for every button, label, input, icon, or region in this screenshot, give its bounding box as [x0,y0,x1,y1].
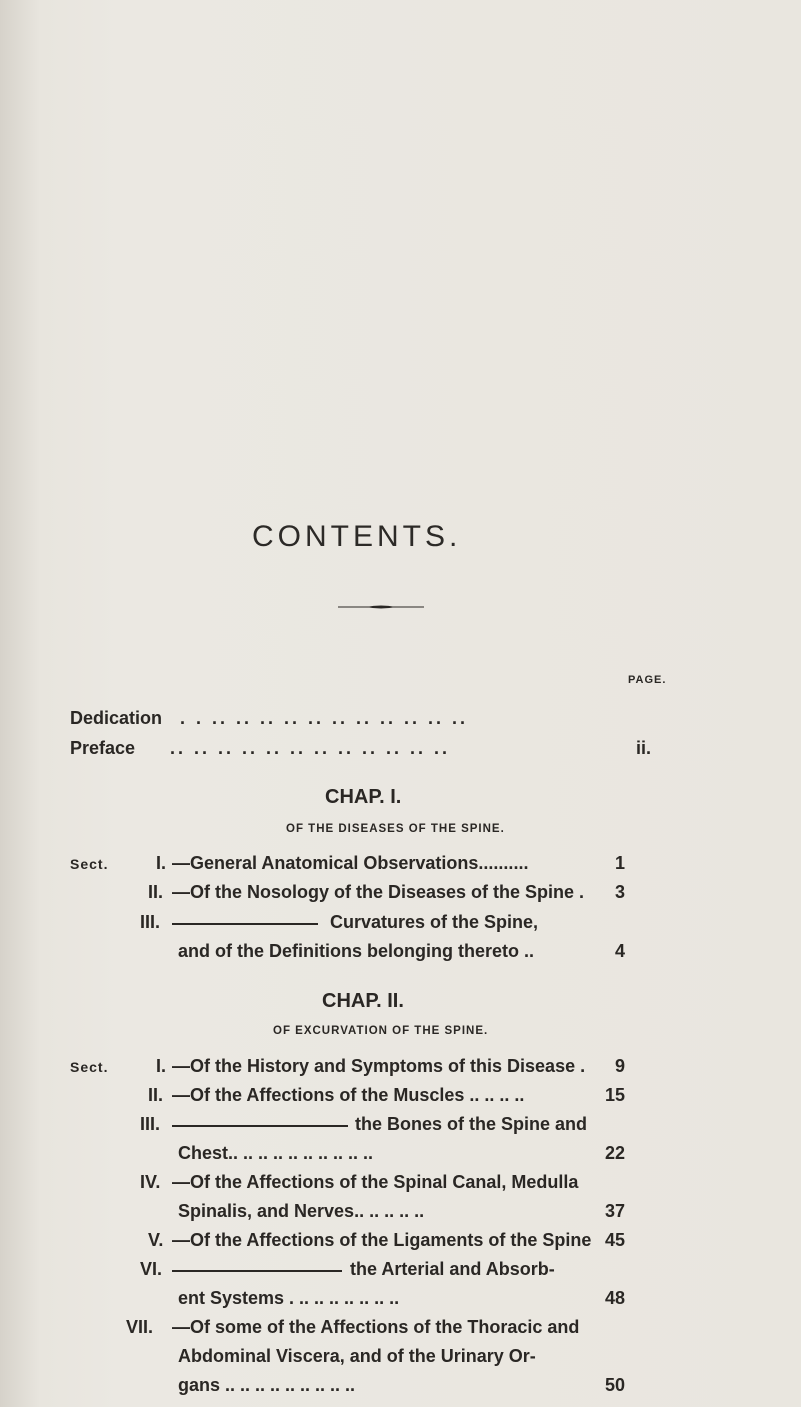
toc-section-number: II. [148,1085,164,1105]
toc-section-number: III. [140,1114,161,1134]
toc-entry-text: —Of the Affections of the Muscles .. .. .. .. [172,1085,525,1105]
toc-page-number: 3 [614,882,625,902]
toc-page-number: 48 [604,1288,625,1308]
ditto-rule [172,1125,348,1127]
toc-section-number: II. [148,882,164,902]
toc-entry-text: gans .. .. .. .. .. .. .. .. .. [178,1375,356,1395]
toc-page-number: 37 [604,1201,625,1221]
toc-page-number: 15 [604,1085,625,1105]
chapter-heading: CHAP. II. [322,990,404,1012]
toc-entry-text: —Of the Affections of the Spinal Canal, Medulla [172,1172,579,1192]
toc-entry-text: the Bones of the Spine and [355,1114,588,1134]
toc-section-number: I. [156,853,167,873]
toc-page-number: 45 [604,1230,625,1250]
toc-page-number: 50 [604,1375,625,1395]
toc-page-number: 4 [614,941,625,961]
toc-section-number: VI. [140,1259,163,1279]
toc-section-number: III. [140,912,161,932]
toc-section-number: V. [148,1230,164,1250]
ditto-rule [172,923,318,925]
toc-entry-text: —General Anatomical Observations.......... [172,853,529,873]
toc-page-number: 1 [614,853,625,873]
toc-entry-text: —Of some of the Affections of the Thoracic and [172,1317,580,1337]
section-label: Sect. [70,856,109,872]
chapter-subheading: OF THE DISEASES OF THE SPINE. [286,823,505,835]
toc-entry-text: the Arterial and Absorb- [350,1259,555,1279]
toc-leader-dots: .. .. .. .. .. .. .. .. .. .. .. .. [170,738,451,758]
toc-entry-text: ent Systems . .. .. .. .. .. .. .. [178,1288,400,1308]
ornamental-rule [338,605,424,609]
toc-leader-dots: . . .. .. .. .. .. .. .. .. .. .. .. [180,708,469,728]
toc-page-number: 22 [604,1143,625,1163]
chapter-subheading: OF EXCURVATION OF THE SPINE. [273,1025,489,1037]
toc-entry-text: —Of the History and Symptoms of this Disease . [172,1056,586,1076]
toc-entry-text: Abdominal Viscera, and of the Urinary Or- [178,1346,536,1366]
page-title: CONTENTS. [252,520,462,553]
toc-entry-text: Chest.. .. .. .. .. .. .. .. .. .. [178,1143,374,1163]
section-label: Sect. [70,1059,109,1075]
page-column-header: PAGE. [628,674,667,686]
ditto-rule [172,1270,342,1272]
toc-page-number: ii. [636,738,652,758]
chapter-heading: CHAP. I. [325,786,402,808]
toc-section-number: IV. [140,1172,161,1192]
toc-entry-text: Curvatures of the Spine, [330,912,539,932]
toc-section-number: VII. [126,1317,154,1337]
toc-entry-text: —Of the Nosology of the Diseases of the Spine . [172,882,585,902]
toc-section-number: I. [156,1056,167,1076]
toc-label-preface: Preface [70,738,136,758]
toc-entry-text: and of the Definitions belonging thereto .. [178,941,534,961]
toc-label-dedication: Dedication [70,708,163,728]
toc-page-number: 9 [614,1056,625,1076]
toc-entry-text: Spinalis, and Nerves.. .. .. .. .. [178,1201,425,1221]
toc-entry-text: —Of the Affections of the Ligaments of the Spine [172,1230,592,1250]
